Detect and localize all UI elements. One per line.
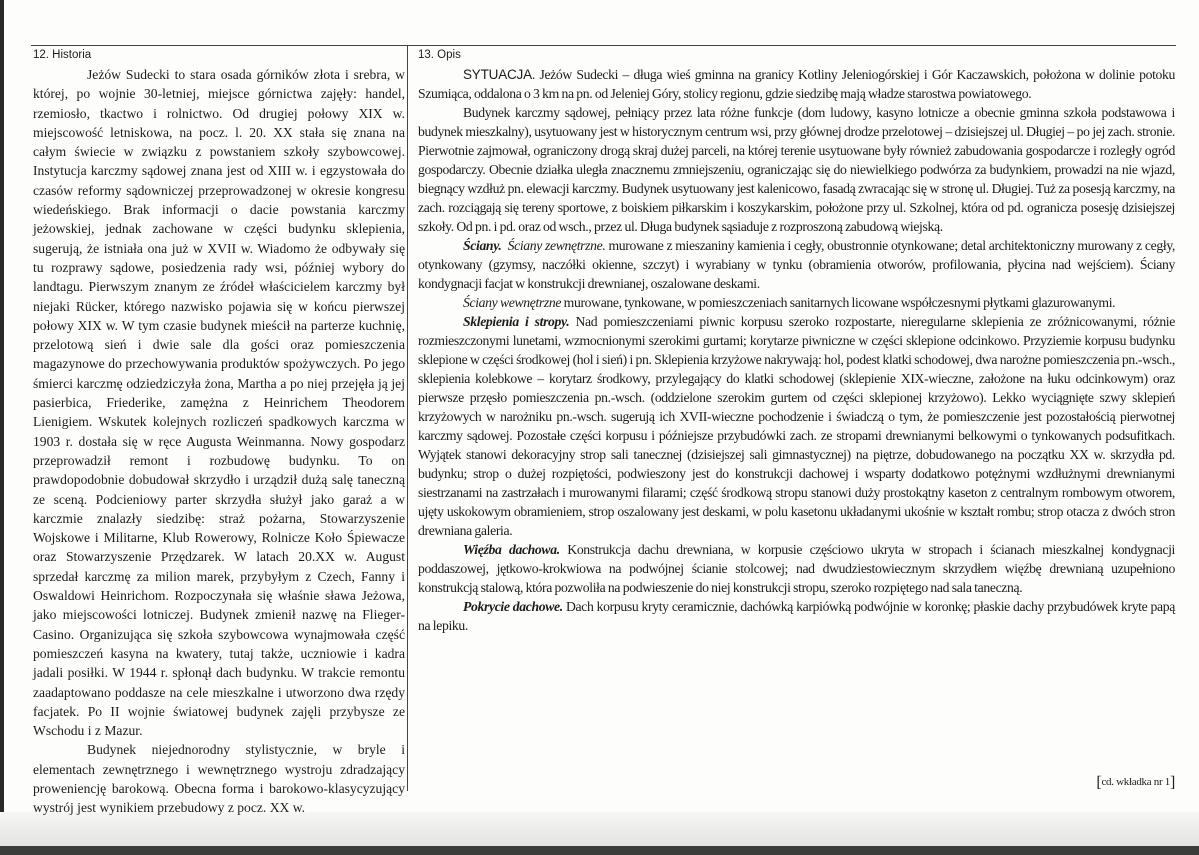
situation-heading: SYTUACJA (463, 67, 532, 82)
inner-walls-paragraph (418, 293, 1175, 312)
vaults-heading: Sklepienia i stropy. (463, 314, 570, 329)
history-section (33, 48, 405, 818)
walls-heading: Ściany. (463, 238, 502, 253)
walls-text: murowane z mieszaniny kamienia i cegły, obustronnie otynkowane; detal architektoniczny murowany z cegły, otynkowany (gzymsy, naczółki okienne, szczyt) i wyrabiany w tynku (obramienia otworów, profilowania, płycina nad wejściem). Ściany kondygnacji facjat w konstrukcji drewnianej, oszalowane deskami. (418, 238, 1175, 291)
top-rule (31, 45, 1176, 46)
building-paragraph: Budynek karczmy sądowej, pełniący przez lata różne funkcje (dom ludowy, kasyno lotnicze a obecnie gminna szkoła podstawowa i budynek mieszkalny), usytuowany jest w historycznym centrum wsi, przy głównej drodze przelotowej – dzisiejszej ul. Długiej – po jej zach. stronie. Pierwotnie zajmował, ograniczony drogą skraj dużej parceli, na której terenie usytuowane były również zabudowania gospodarcze i rozległy ogród gospodarczy. Obecnie działka uległa znacznemu zmniejszeniu, ograniczając się do niewielkiego podwórza za budynkiem, prowadzi na nie wjazd, biegnący wzdłuż pn. elewacji karczmy. Budynek usytuowany jest kalenicowo, fasadą zwracając się w stronę ul. Długiej. Tuż za posesją karczmy, na zach. rozciągają się tereny sportowe, z boiskiem piłkarskim i koszykarskim, położone przy ul. Szkolnej, która od pd. ogranicza posesję dzisiejszej szkoły. Od pn. i pd. oraz od wsch., przez ul. Długa budynek sąsiaduje z rozproszoną zabudową wiejską. (418, 105, 1175, 234)
walls-paragraph (418, 236, 1175, 293)
inner-walls-text: murowane, tynkowane, w pomieszczeniach sanitarnych licowane współczesnymi płytkami glazurowanymi. (561, 295, 1116, 310)
description-section (418, 48, 1175, 635)
history-label: 12. Historia (33, 49, 92, 61)
outer-walls-subheading: Ściany zewnętrzne. (507, 238, 606, 253)
truss-heading: Więźba dachowa. (463, 542, 560, 557)
vaults-paragraph (418, 312, 1175, 540)
roof-text: Dach korpusu kryty ceramicznie, dachówką karpiówką podwójnie w koronkę; płaskie dachy przybudówek kryte papą na lepiku. (418, 599, 1175, 633)
scan-edge-bottom (0, 846, 1199, 855)
situation-text: . Jeżów Sudecki – długa wieś gminna na granicy Kotliny Jeleniogórskiej i Gór Kaczawskich, położona w dolinie potoku Szumiąca, oddalona o 3 km na pn. od Jeleniej Góry, stolicy regionu, gdzie siedzibę mają władze starostwa powiatowego. (418, 67, 1175, 101)
roof-paragraph (418, 597, 1175, 635)
continuation-text: cd. wkładka nr 1 (1101, 776, 1170, 788)
description-label: 13. Opis (418, 49, 461, 61)
vaults-text: Nad pomieszczeniami piwnic korpusu szeroko rozpostarte, nieregularne sklepienia ze zróżnicowanymi, różnie rozmieszczonymi lunetami, wzmocnionymi szerokimi gurtami; korytarze piwniczne w części sklepione odcinkowo. Przyziemie korpusu budynku sklepione w części środkowej (hol i sień) i pn. Sklepienia krzyżowe nakrywają: hol, podest klatki schodowej, dwa narożne pomieszczenia pn.-wsch., sklepienia kolebkowe – korytarz środkowy, przylegający do klatki schodowej (sklepienie XIX-wieczne, założone na łuku odcinkowym) oraz pierwsze przęsło pomieszczenia pn.-wsch. (oddzielone szerokim gurtem od części sklepionej krzyżowo). Lekko wyciągnięte szwy sklepień krzyżowych w narożniku pn.-wsch. sugerują ich XVII-wieczne pochodzenie i świadczą o tym, że pomieszczenie jest pozostałością pierwotnej karczmy sądowej. Pozostałe części korpusu i późniejsze przybudówki zach. ze stropami drewnianymi belkowymi o tynkowanych podsufitkach. Wyjątek stanowi dekoracyjny strop sali tanecznej (dzisiejszej sali gimnastycznej) na piętrze, dobudowanego na początku XX w. skrzydła pd. budynku; strop o dużej rozpiętości, podwieszony jest do konstrukcji dachowej i wsparty dodatkowo potężnymi wzdłużnymi drewnianymi siestrzanami na zastrzałach i murowanymi filarami; część środkową stropu stanowi duży prostokątny kaseton z centralnym rombowym otworem, ujęty uskokowym obramieniem, strop oszalowany jest deskami, w polu kasetonu układanymi ukośnie w kształt rombu; strop otacza z dwóch stron drewniana galeria. (418, 314, 1175, 538)
situation-paragraph (418, 65, 1175, 103)
column-divider (407, 45, 408, 791)
history-paragraph: Jeżów Sudecki to stara osada górników złota i srebra, w której, po wojnie 30-letniej, miejsce górnictwa zajęły: handel, rzemiosło, tkactwo i rolnictwo. Od drugiej połowy XIX w. miejscowość letniskowa, na pocz. l. 20. XX stała się znana na całym świecie w związku z powstaniem szkoły szybowcowej. Instytucja karczmy sądowej znana jest od XIII w. i egzystowała do czasów reformy sądowniczej przeprowadzonej w okresie kongresu wiedeńskiego. Brak informacji o dacie powstania karczmy jeżowskiej, jednak zachowane w części budynku sklepienia, sugerują, że istniała ona już w XVII w. Wiadomo że odbywały się tu rozprawy sądowe, posiedzenia rady wsi, później wybory do landtagu. Pierwszym znanym ze źródeł właścicielem karczmy był niejaki Rücker, którego nazwisko pojawia się w końcu pierwszej połowy XIX w. W tym czasie budynek mieścił na parterze kuchnię, przelotową sień i dwie sale dla gości oraz pomieszczenia magazynowe do przechowywania produktów spożywczych. Po jego śmierci karczmę odziedziczyła żona, Martha a po niej przejęła ją jej pasierbica, Friederike, zamężna z Heinrichem Theodorem Lienigiem. Wskutek kolejnych rozliczeń spadkowych karczma w 1903 r. dostała się w ręce Augusta Weinmanna. Nowy gospodarz przeprowadził remont i rozbudowę budynku. To on prawdopodobnie dobudował skrzydło i urządził dużą salę taneczną ze sceną. Podcieniowy parter skrzydła służył jako garaż a w karczmie znalazły siedzibę: straż pożarna, Stowarzyszenie Wojskowe i Militarne, Klub Rowerowy, Rolnicze Koło Śpiewacze oraz Stowarzyszenie Przędzarek. W latach 20.XX w. August sprzedał karczmę za milion marek, przybyłym z Czech, Fanny i Oswaldowi Heinrichom. Rozpoczynała się właśnie sława Jeżowa, jako miejscowości lotniczej. Budynek zmienił nazwę na Flieger-Casino. Organizująca się szkoła szybowcowa wynajmowała część pomieszczeń kasyna na kwatery, tutaj także, uczniowie i kadra jadali posiłki. W 1944 r. spłonął dach budynku. W trakcie remontu zaadaptowano poddasze na cele mieszkalne i utworzono dwa rzędy facjatek. Po II wojnie światowej budynek zajęli przybysze ze Wschodu i z Mazur. (33, 67, 405, 739)
truss-text: Konstrukcja dachu drewniana, w korpusie częściowo ukryta w stropach i ścianach mieszkalnej kondygnacji poddaszowej, jętkowo-krokwiowa na podwójnej ścianie stolcowej; nad dwudziestowiecznym skrzydłem więźbę drewnianą uzupełniono konstrukcją stalową, która pozwoliła na podwieszenie do niej konstrukcji stropu, szeroko rozpiętego nad sala taneczną. (418, 542, 1176, 595)
truss-paragraph (418, 540, 1175, 597)
history-paragraph: Budynek niejednorodny stylistycznie, w bryle i elementach zewnętrznego i wewnętrznego wystroju zdradzający proweniencję barokową. Obecna forma i barokowo-klasycyzujący wystrój jest wynikiem przebudowy z pocz. XX w. (33, 742, 405, 816)
scan-edge-left (0, 0, 4, 855)
inner-walls-subheading: Ściany wewnętrzne (463, 295, 562, 310)
continuation-note: [cd. wkładka nr 1] (1096, 774, 1175, 791)
roof-heading: Pokrycie dachowe. (463, 599, 563, 614)
